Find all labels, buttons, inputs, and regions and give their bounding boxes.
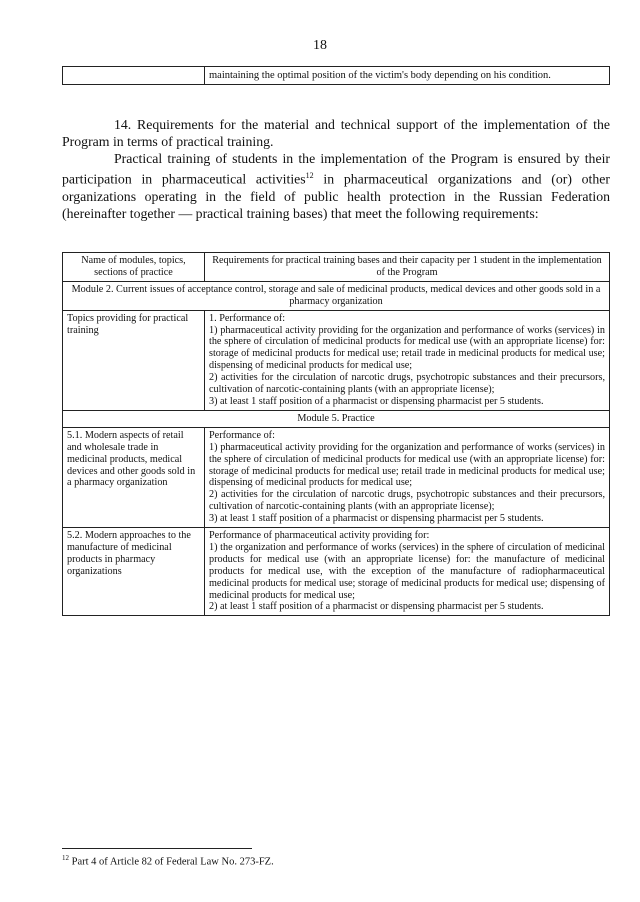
footnote [62,854,274,868]
page-number: 18 [313,38,327,53]
requirement-line: 1) the organization and performance of works (services) in the sphere of circulation of medicinal products for medical use (with an appropriate license) for: the manufacture of medicinal products for medical use, with the exception of the manufacture of radiopharmaceutical medicinal products for medical use; storage of medicinal products for medical use; dispensing of medicinal products for medical use; [209,541,605,601]
requirement-line: 3) at least 1 staff position of a pharmacist or dispensing pharmacist per 5 students. [209,395,544,407]
table-row [63,67,610,85]
requirement-line: Performance of: [209,429,275,441]
requirement-line: 3) at least 1 staff position of a pharmacist or dispensing pharmacist per 5 students. [209,513,544,525]
table-row [63,427,610,527]
requirement-line: 1) pharmaceutical activity providing for the organization and performance of works (services) in the sphere of circulation of medicinal products for medical use (with an appropriate license) for: storage of medicinal products for medical use; retail trade in medicinal products for medical use; dispensing of medicinal products for medical use; [209,324,605,372]
requirement-line: Performance of pharmaceutical activity providing for: [209,530,430,542]
table-row [63,528,610,616]
module-5-title: Module 5. Practice [63,410,610,427]
footnote-text: Part 4 of Article 82 of Federal Law No. 273-FZ. [71,856,274,868]
section-paragraph: Practical training of students in the implementation of the Program is ensured by their participation in pharmaceutical activities$^{12}$ in pharmaceutical organizations and (or) other organizations operating in the field of public health protection in the Russian Federation (hereinafter together — practical training bases) that meet the following requirements: [62,151,610,221]
footnote-number: 12 [62,854,69,862]
module-5-requirements-1 [205,427,610,527]
table-cell-empty [63,67,205,85]
module-title-row [63,281,610,310]
module-5-topic-1: 5.1. Modern aspects of retail and wholesale trade in medicinal products, medical devices and other goods sold in a pharmacy organization [63,427,205,527]
module-2-title: Module 2. Current issues of acceptance control, storage and sale of medicinal products, medical devices and other goods sold in a pharmacy organization [63,281,610,310]
header-cell-requirements: Requirements for practical training bases and their capacity per 1 student in the implementation of the Program [205,253,610,282]
module-2-topic: Topics providing for practical training [63,310,205,410]
table-row [63,310,610,410]
requirement-line: 2) at least 1 staff position of a pharmacist or dispensing pharmacist per 5 students. [209,601,544,613]
module-5-topic-2: 5.2. Modern approaches to the manufacture of medicinal products in pharmacy organizations [63,528,205,616]
requirement-line: 1) pharmaceutical activity providing for the organization and performance of works (services) in the sphere of circulation of medicinal products for medical use (with an appropriate license) for: storage of medicinal products for medical use; retail trade in medicinal products for medical use; dispensing of medicinal products for medical use; [209,441,605,489]
table-header-row [63,253,610,282]
requirement-line: 2) activities for the circulation of narcotic drugs, psychotropic substances and their precursors, cultivation of narcotic-containing plants (with an appropriate license); [209,372,605,396]
module-title-row [63,410,610,427]
requirement-line: 1. Performance of: [209,312,286,324]
footnote-ref: 12 [305,171,314,180]
requirements-table [62,252,610,616]
module-2-requirements [205,310,610,410]
footnote-divider [62,848,252,849]
section-heading: 14. Requirements for the material and technical support of the implementation of the Program in terms of practical training. [62,117,610,149]
requirement-line: 2) activities for the circulation of narcotic drugs, psychotropic substances and their precursors, cultivation of narcotic-containing plants (with an appropriate license); [209,489,605,513]
module-5-requirements-2 [205,528,610,616]
header-cell-modules: Name of modules, topics, sections of practice [63,253,205,282]
table-cell: maintaining the optimal position of the victim's body depending on his condition. [205,67,610,85]
section-14 [62,116,610,222]
top-table-fragment [62,66,610,85]
